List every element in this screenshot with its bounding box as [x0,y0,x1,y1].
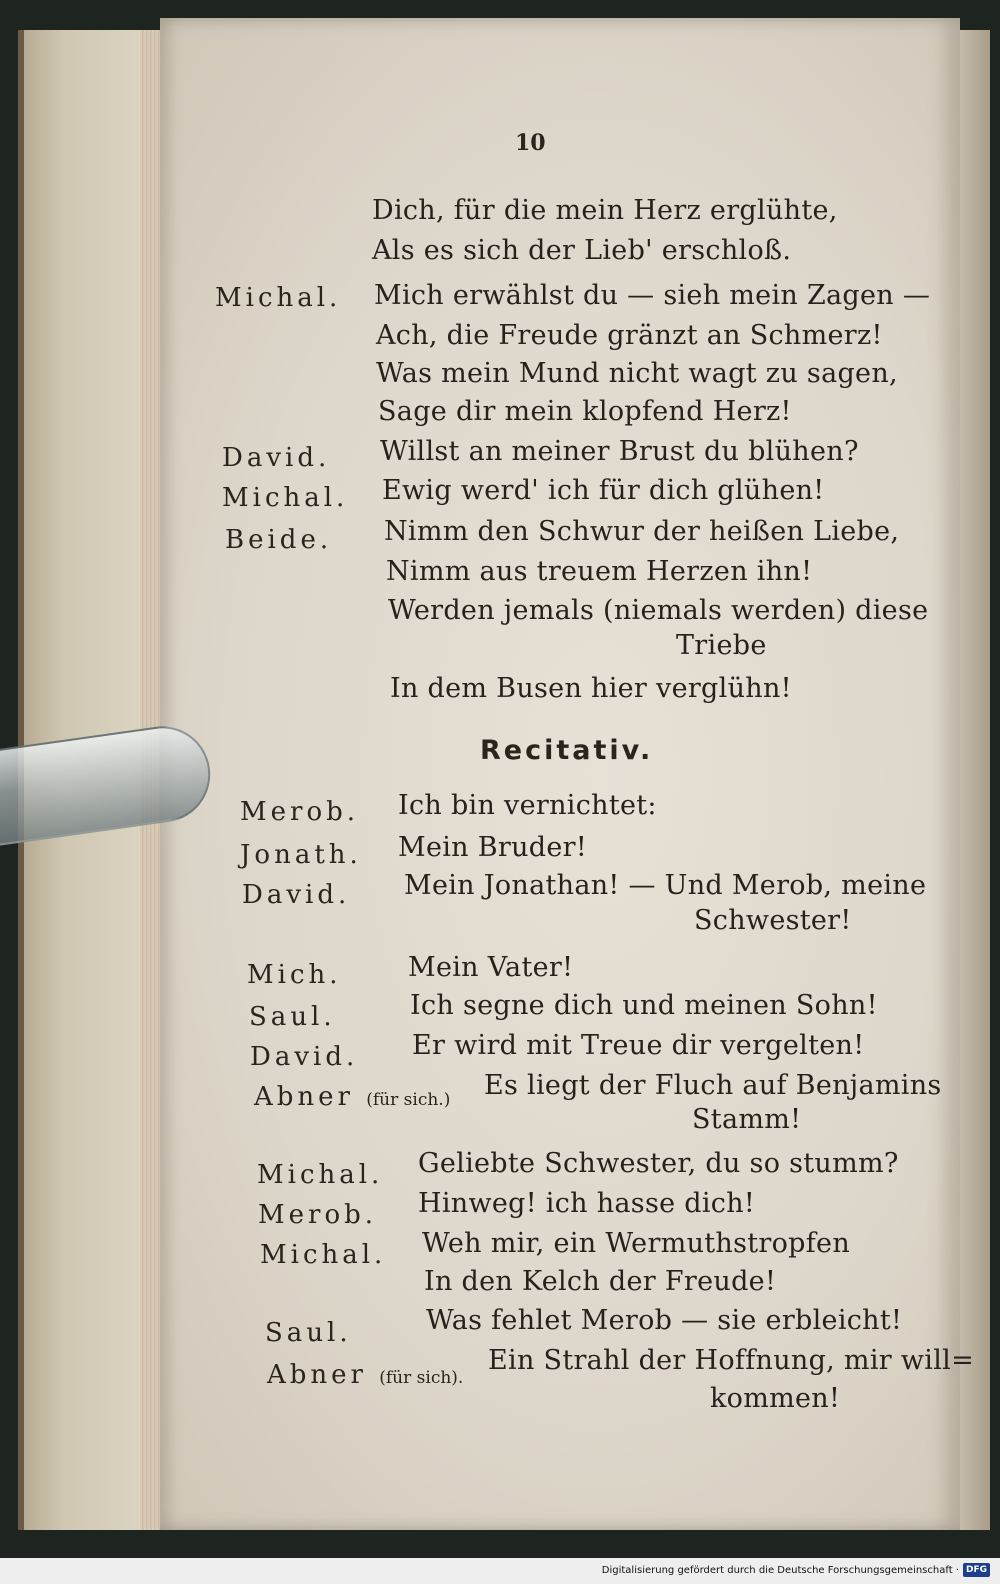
verse-line: Dich, für die mein Herz erglühte, [372,195,838,226]
credit-text: Digitalisierung gefördert durch die Deutsche Forschungsgemeinschaft · [601,1564,959,1576]
verse-line: Mein Jonathan! — Und Merob, meine [404,870,927,901]
verse-line: Hinweg! ich hasse dich! [418,1188,756,1219]
verse-line: Sage dir mein klopfend Herz! [378,396,792,427]
verse-line: Mein Bruder! [398,832,587,863]
speaker-label: Merob. [258,1200,377,1230]
speaker-label [254,1082,450,1112]
verse-line: Was mein Mund nicht wagt zu sagen, [376,358,898,389]
dfg-logo-icon: DFG [963,1563,990,1577]
page-number: 10 [515,130,546,156]
stage-direction: (für sich.) [366,1090,451,1110]
verse-line: Geliebte Schwester, du so stumm? [418,1148,899,1179]
verse-line: Mein Vater! [408,952,574,983]
verse-line: Stamm! [692,1104,802,1135]
verse-line: kommen! [710,1383,841,1414]
stage-direction: (für sich). [379,1368,464,1388]
speaker-label: David. [242,880,351,910]
right-page-edge [955,30,990,1530]
verse-line: Willst an meiner Brust du blühen? [380,436,859,467]
speaker-label: David. [250,1042,359,1072]
verse-line: Nimm aus treuem Herzen ihn! [386,556,813,587]
verse-line: Ich segne dich und meinen Sohn! [410,990,878,1021]
speaker-label: Merob. [240,797,359,827]
verse-line: Als es sich der Lieb' erschloß. [372,235,792,266]
speaker-label: Beide. [225,525,333,555]
verse-line: Triebe [676,630,767,661]
verse-line: Was fehlet Merob — sie erbleicht! [426,1305,903,1336]
verse-line: In dem Busen hier verglühn! [390,673,792,704]
speaker-label: Saul. [249,1002,336,1032]
speaker-label: Michal. [222,483,349,513]
verse-line: Schwester! [694,905,852,936]
speaker-label: Michal. [257,1160,384,1190]
section-heading: Recitativ. [480,735,654,766]
speaker-name: Abner [254,1082,354,1112]
speaker-name: Abner [267,1360,367,1390]
verse-line: Weh mir, ein Wermuthstropfen [422,1228,851,1259]
verse-line: Nimm den Schwur der heißen Liebe, [384,516,900,547]
verse-line: Mich erwählst du — sieh mein Zagen — [374,280,931,311]
verse-line: Es liegt der Fluch auf Benjamins [484,1070,942,1101]
speaker-label: David. [222,443,331,473]
speaker-label: Mich. [247,960,342,990]
verse-line: Ewig werd' ich für dich glühen! [382,475,825,506]
speaker-label: Michal. [260,1240,387,1270]
speaker-label [267,1360,463,1390]
verse-line: Werden jemals (niemals werden) diese [388,595,929,626]
verse-line: Ich bin vernichtet: [398,790,657,821]
speaker-label: Jonath. [240,840,362,870]
speaker-label: Saul. [265,1318,352,1348]
verse-line: Er wird mit Treue dir vergelten! [412,1030,865,1061]
verse-line: Ein Strahl der Hoffnung, mir will= [488,1345,974,1376]
verse-line: In den Kelch der Freude! [424,1266,777,1297]
digitization-credit [602,1560,990,1580]
verse-line: Ach, die Freude gränzt an Schmerz! [376,320,883,351]
speaker-label: Michal. [215,283,342,313]
